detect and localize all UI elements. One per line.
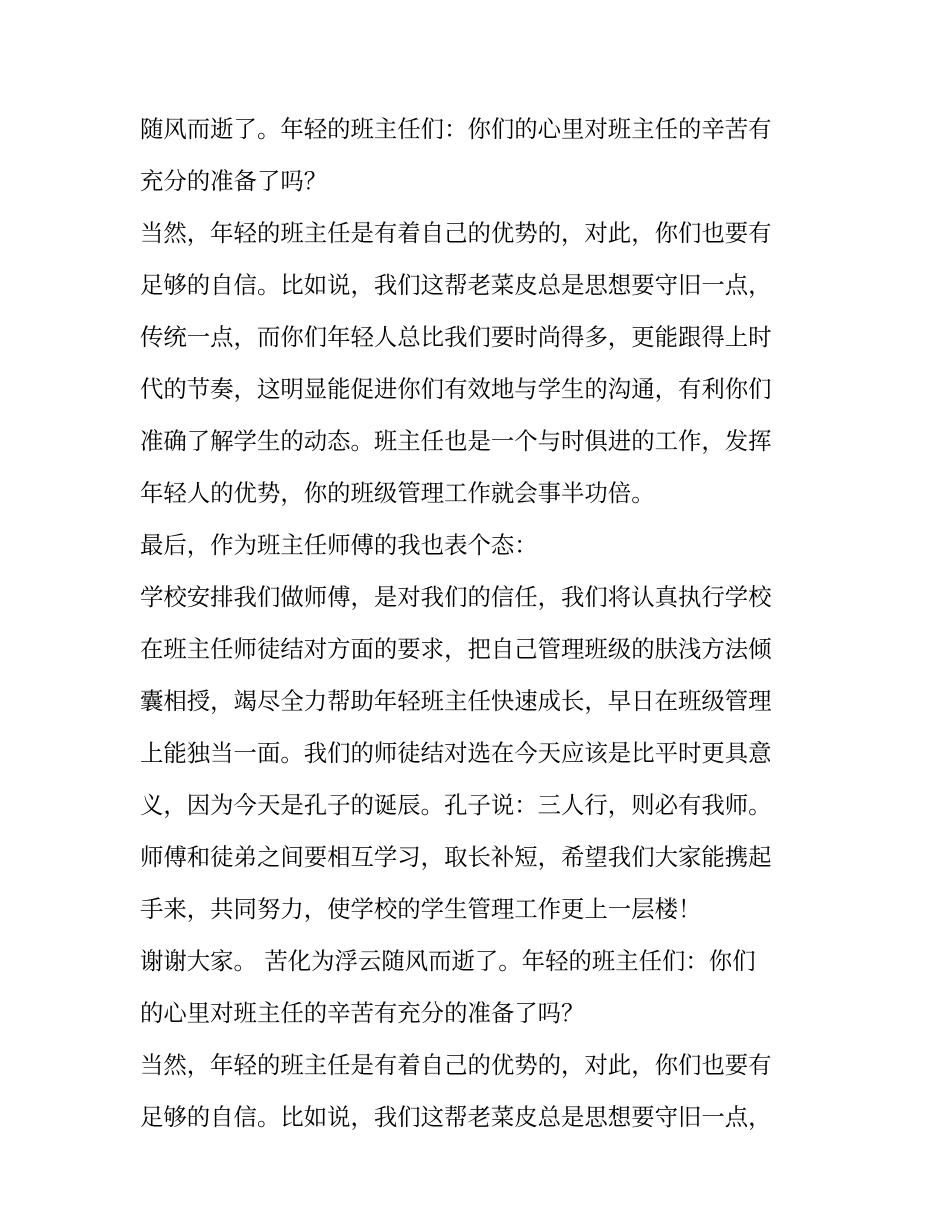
text-line-10: 学校安排我们做师傅，是对我们的信任，我们将认真执行学校 xyxy=(140,583,772,611)
text-line-18: 的心里对班主任的辛苦有充分的准备了吗？ xyxy=(140,999,585,1027)
text-line-1: 随风而逝了。年轻的班主任们：你们的心里对班主任的辛苦有 xyxy=(140,115,772,143)
text-line-5: 传统一点，而你们年轻人总比我们要时尚得多，更能跟得上时 xyxy=(140,323,772,351)
text-line-20: 足够的自信。比如说，我们这帮老菜皮总是思想要守旧一点， xyxy=(140,1103,772,1131)
document-body xyxy=(140,103,830,1143)
text-line-17: 谢谢大家。 苦化为浮云随风而逝了。年轻的班主任们：你们 xyxy=(140,947,756,975)
text-line-11: 在班主任师徒结对方面的要求，把自己管理班级的肤浅方法倾 xyxy=(140,635,772,663)
text-line-7: 准确了解学生的动态。班主任也是一个与时俱进的工作，发挥 xyxy=(140,427,772,455)
text-line-12: 囊相授，竭尽全力帮助年轻班主任快速成长，早日在班级管理 xyxy=(140,687,772,715)
text-line-15: 师傅和徒弟之间要相互学习，取长补短，希望我们大家能携起 xyxy=(140,843,772,871)
text-line-14: 义，因为今天是孔子的诞辰。孔子说：三人行，则必有我师。 xyxy=(140,791,772,819)
text-line-4: 足够的自信。比如说，我们这帮老菜皮总是思想要守旧一点， xyxy=(140,271,772,299)
text-line-6: 代的节奏，这明显能促进你们有效地与学生的沟通，有利你们 xyxy=(140,375,772,403)
text-line-16: 手来，共同努力，使学校的学生管理工作更上一层楼！ xyxy=(140,895,702,923)
text-line-2: 充分的准备了吗？ xyxy=(140,167,328,195)
text-line-3: 当然，年轻的班主任是有着自己的优势的，对此，你们也要有 xyxy=(140,219,772,247)
text-line-19: 当然，年轻的班主任是有着自己的优势的，对此，你们也要有 xyxy=(140,1051,772,1079)
text-line-9: 最后，作为班主任师傅的我也表个态： xyxy=(140,531,538,559)
text-line-13: 上能独当一面。我们的师徒结对选在今天应该是比平时更具意 xyxy=(140,739,772,767)
text-line-8: 年轻人的优势，你的班级管理工作就会事半功倍。 xyxy=(140,479,655,507)
